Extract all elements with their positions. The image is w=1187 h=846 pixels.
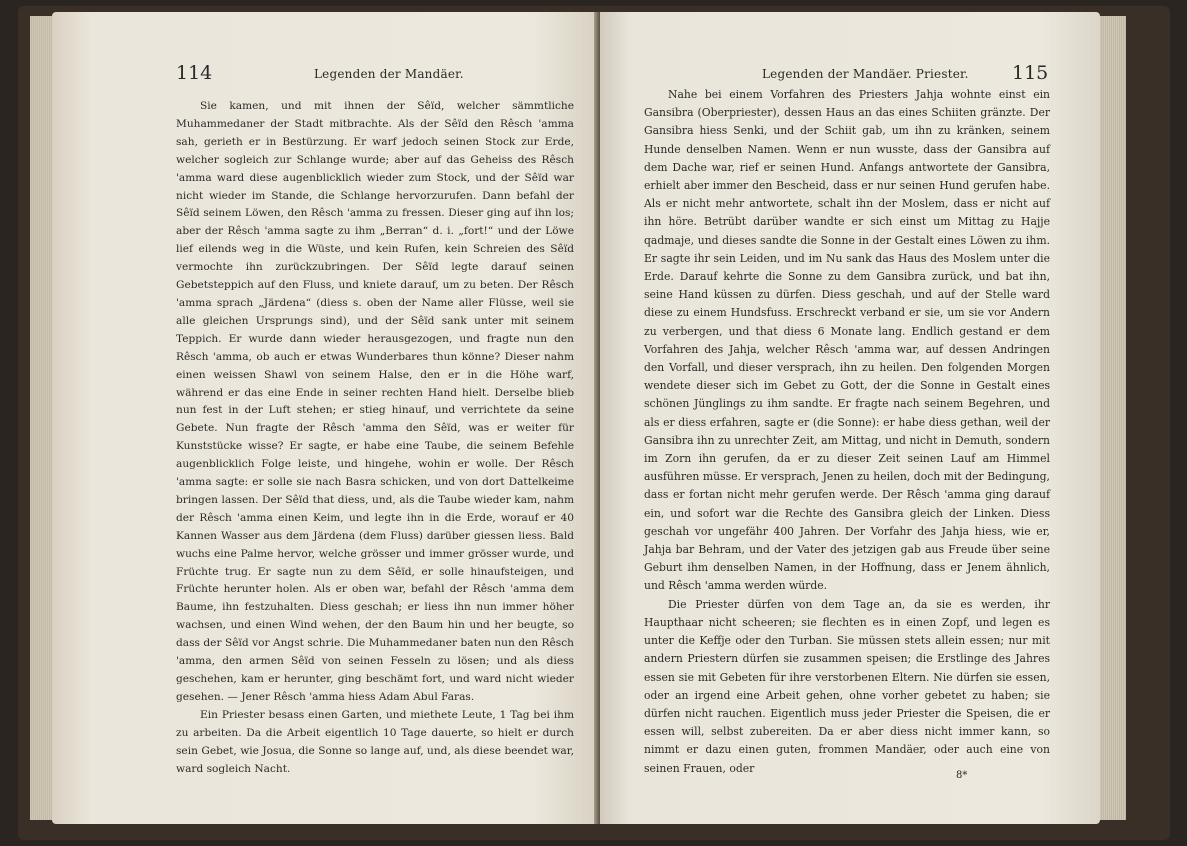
left-page (52, 12, 598, 824)
signature-mark: 8* (956, 770, 968, 781)
paragraph: Nahe bei einem Vorfahren des Priesters Jahja wohnte einst ein Gansibra (Oberpriester), dessen Haus an das eines Schiiten gränzte. Der Gansibra hiess Senki, und der Schiit gab, um ihn zu kränken, seinem Hunde denselben Namen. Wenn er nun wusste, dass der Gansibra auf dem Dache war, rief er seinen Hund. Anfangs antwortete der Gansibra, erhielt aber immer den Bescheid, dass er nur seinen Hund gerufen habe. Als er nicht mehr antwortete, schalt ihn der Moslem, dass er nicht auf ihn höre. Betrübt darüber wandte er sich einst um Mittag zu Hajje qadmaje, und dieses sandte die Sonne in der Gestalt eines Löwen zu ihm. Er sagte ihr sein Leiden, und im Nu sank das Haus des Moslem unter die Erde. Darauf kehrte die Sonne zu dem Gansibra zurück, und bat ihn, seine Hand küssen zu dürfen. Diess geschah, und auf der Stelle ward diese zu einem Hundsfuss. Erschreckt verband er sie, um sie vor Andern zu verbergen, und that diess 6 Monate lang. Endlich gestand er dem Vorfahren des Jahja, welcher Rêsch 'amma war, auf dessen Andringen den Vorfall, und dieser versprach, ihn zu heilen. Den folgenden Morgen wendete dieser sich im Gebet zu Gott, der die Sonne in Gestalt eines schönen Jünglings zu ihm sandte. Er fragte nach seinem Begehren, und als er diess erfahren, sagte er (die Sonne): er habe diess gethan, weil der Gansibra ihn zu unrechter Zeit, am Mittag, und nicht in Demuth, sondern im Zorn ihn gerufen, da er zu dieser Zeit seinen Lauf am Himmel ausführen müsse. Er versprach, Jenen zu heilen, doch mit der Bedingung, dass er fortan nicht mehr gerufen werde. Der Rêsch 'amma ging darauf ein, und sofort war die Rechte des Gansibra gleich der Linken. Diess geschah vor ungefähr 400 Jahren. Der Vorfahr des Jahja hiess, wie er, Jahja bar Behram, und der Vater des jetzigen gab aus Freude über seine Geburt ihm denselben Namen, in der Hoffnung, dass er Jenem ähnlich, und Rêsch 'amma werden würde. (644, 88, 1050, 593)
page-number: 115 (1012, 62, 1049, 84)
page-edges-left (30, 16, 54, 820)
body-text (644, 86, 1050, 778)
right-page (600, 12, 1100, 824)
page-number: 114 (176, 62, 213, 84)
page-edges-right (1098, 16, 1126, 820)
paragraph: Sie kamen, und mit ihnen der Sêïd, welcher sämmtliche Muhammedaner der Stadt mitbrachte. Als der Sêïd den Rêsch 'amma sah, gerieth er in Bestürzung. Er warf jedoch seinen Stock zur Erde, welcher sogleich zur Schlange wurde; aber auf das Geheiss des Rêsch 'amma ward diese augenblicklich wieder zum Stock, und der Sêïd war nicht wieder im Stande, die Schlange hervorzurufen. Dann befahl der Sêïd seinem Löwen, den Rêsch 'amma zu fressen. Dieser ging auf ihn los; aber der Rêsch 'amma sagte zu ihm „Berran“ d. i. „fort!“ und der Löwe lief eilends weg in die Wüste, und kein Rufen, kein Schreien des Sêïd vermochte ihn zurückzubringen. Der Sêïd legte darauf seinen Gebetsteppich auf den Fluss, und kniete darauf, um zu beten. Der Rêsch 'amma sprach „Järdena“ (diess s. oben der Name aller Flüsse, weil sie alle gleichen Ursprungs sind), und der Sêïd sank unter mit seinem Teppich. Er wurde dann wieder herausgezogen, und fragte nun den Rêsch 'amma, ob auch er etwas Wunderbares thun könne? Dieser nahm einen weissen Shawl von seinem Halse, den er in die Höhe warf, während er das eine Ende in seiner rechten Hand hielt. Derselbe blieb nun fest in der Luft stehen; er stieg hinauf, und verrichtete da seine Gebete. Nun fragte der Rêsch 'amma den Sêïd, was er weiter für Kunststücke wisse? Er sagte, er habe eine Taube, die seinem Befehle augenblicklich Folge leiste, und hingehe, wohin er wolle. Der Rêsch 'amma sagte: er solle sie nach Basra schicken, und von dort Dattelkeime bringen lassen. Der Sêïd that diess, und, als die Taube wieder kam, nahm der Rêsch 'amma einen Keim, und legte ihn in die Erde, worauf er 40 Kannen Wasser aus dem Järdena (dem Fluss) darüber giessen liess. Bald wuchs eine Palme hervor, welche grösser und immer grösser wurde, und Früchte trug. Er sagte nun zu dem Sêïd, er solle hinaufsteigen, und Früchte herunter holen. Als er oben war, befahl der Rêsch 'amma dem Baume, ihn festzuhalten. Diess geschah; er liess ihn nun immer höher wachsen, und einen Wind wehen, der den Baum hin und her beugte, so dass der Sêïd vor Angst schrie. Die Muhammedaner baten nun den Rêsch 'amma, den armen Sêïd von seinen Fesseln zu lösen; und als diess geschehen, kam er herunter, ging beschämt fort, und ward nicht wieder gesehen. — Jener Rêsch 'amma hiess Adam Abul Faras. (176, 100, 574, 703)
paragraph: Ein Priester besass einen Garten, und miethete Leute, 1 Tag bei ihm zu arbeiten. Da die Arbeit eigentlich 10 Tage dauerte, so hielt er durch sein Gebet, wie Josua, die Sonne so lange auf, und, als diese beendet war, ward sogleich Nacht. (176, 708, 574, 775)
running-head: Legenden der Mandäer. Priester. (762, 67, 969, 81)
running-head: Legenden der Mandäer. (314, 67, 464, 81)
paragraph: Die Priester dürfen von dem Tage an, da sie es werden, ihr Haupthaar nicht scheeren; sie flechten es in einen Zopf, und legen es unter die Keffje oder den Turban. Sie müssen stets allein essen; nur mit andern Priestern dürfen sie zusammen speisen; die Erstlinge des Jahres essen sie mit Gebeten für ihre verstorbenen Eltern. Nie dürfen sie essen, oder an irgend eine Arbeit gehen, ohne vorher gebetet zu haben; sie dürfen nicht rauchen. Eigentlich muss jeder Priester die Speisen, die er essen will, selbst zubereiten. Da er aber diess nicht immer kann, so nimmt er dazu einen guten, frommen Mandäer, oder auch eine von seinen Frauen, oder (644, 597, 1050, 775)
body-text (176, 98, 574, 778)
